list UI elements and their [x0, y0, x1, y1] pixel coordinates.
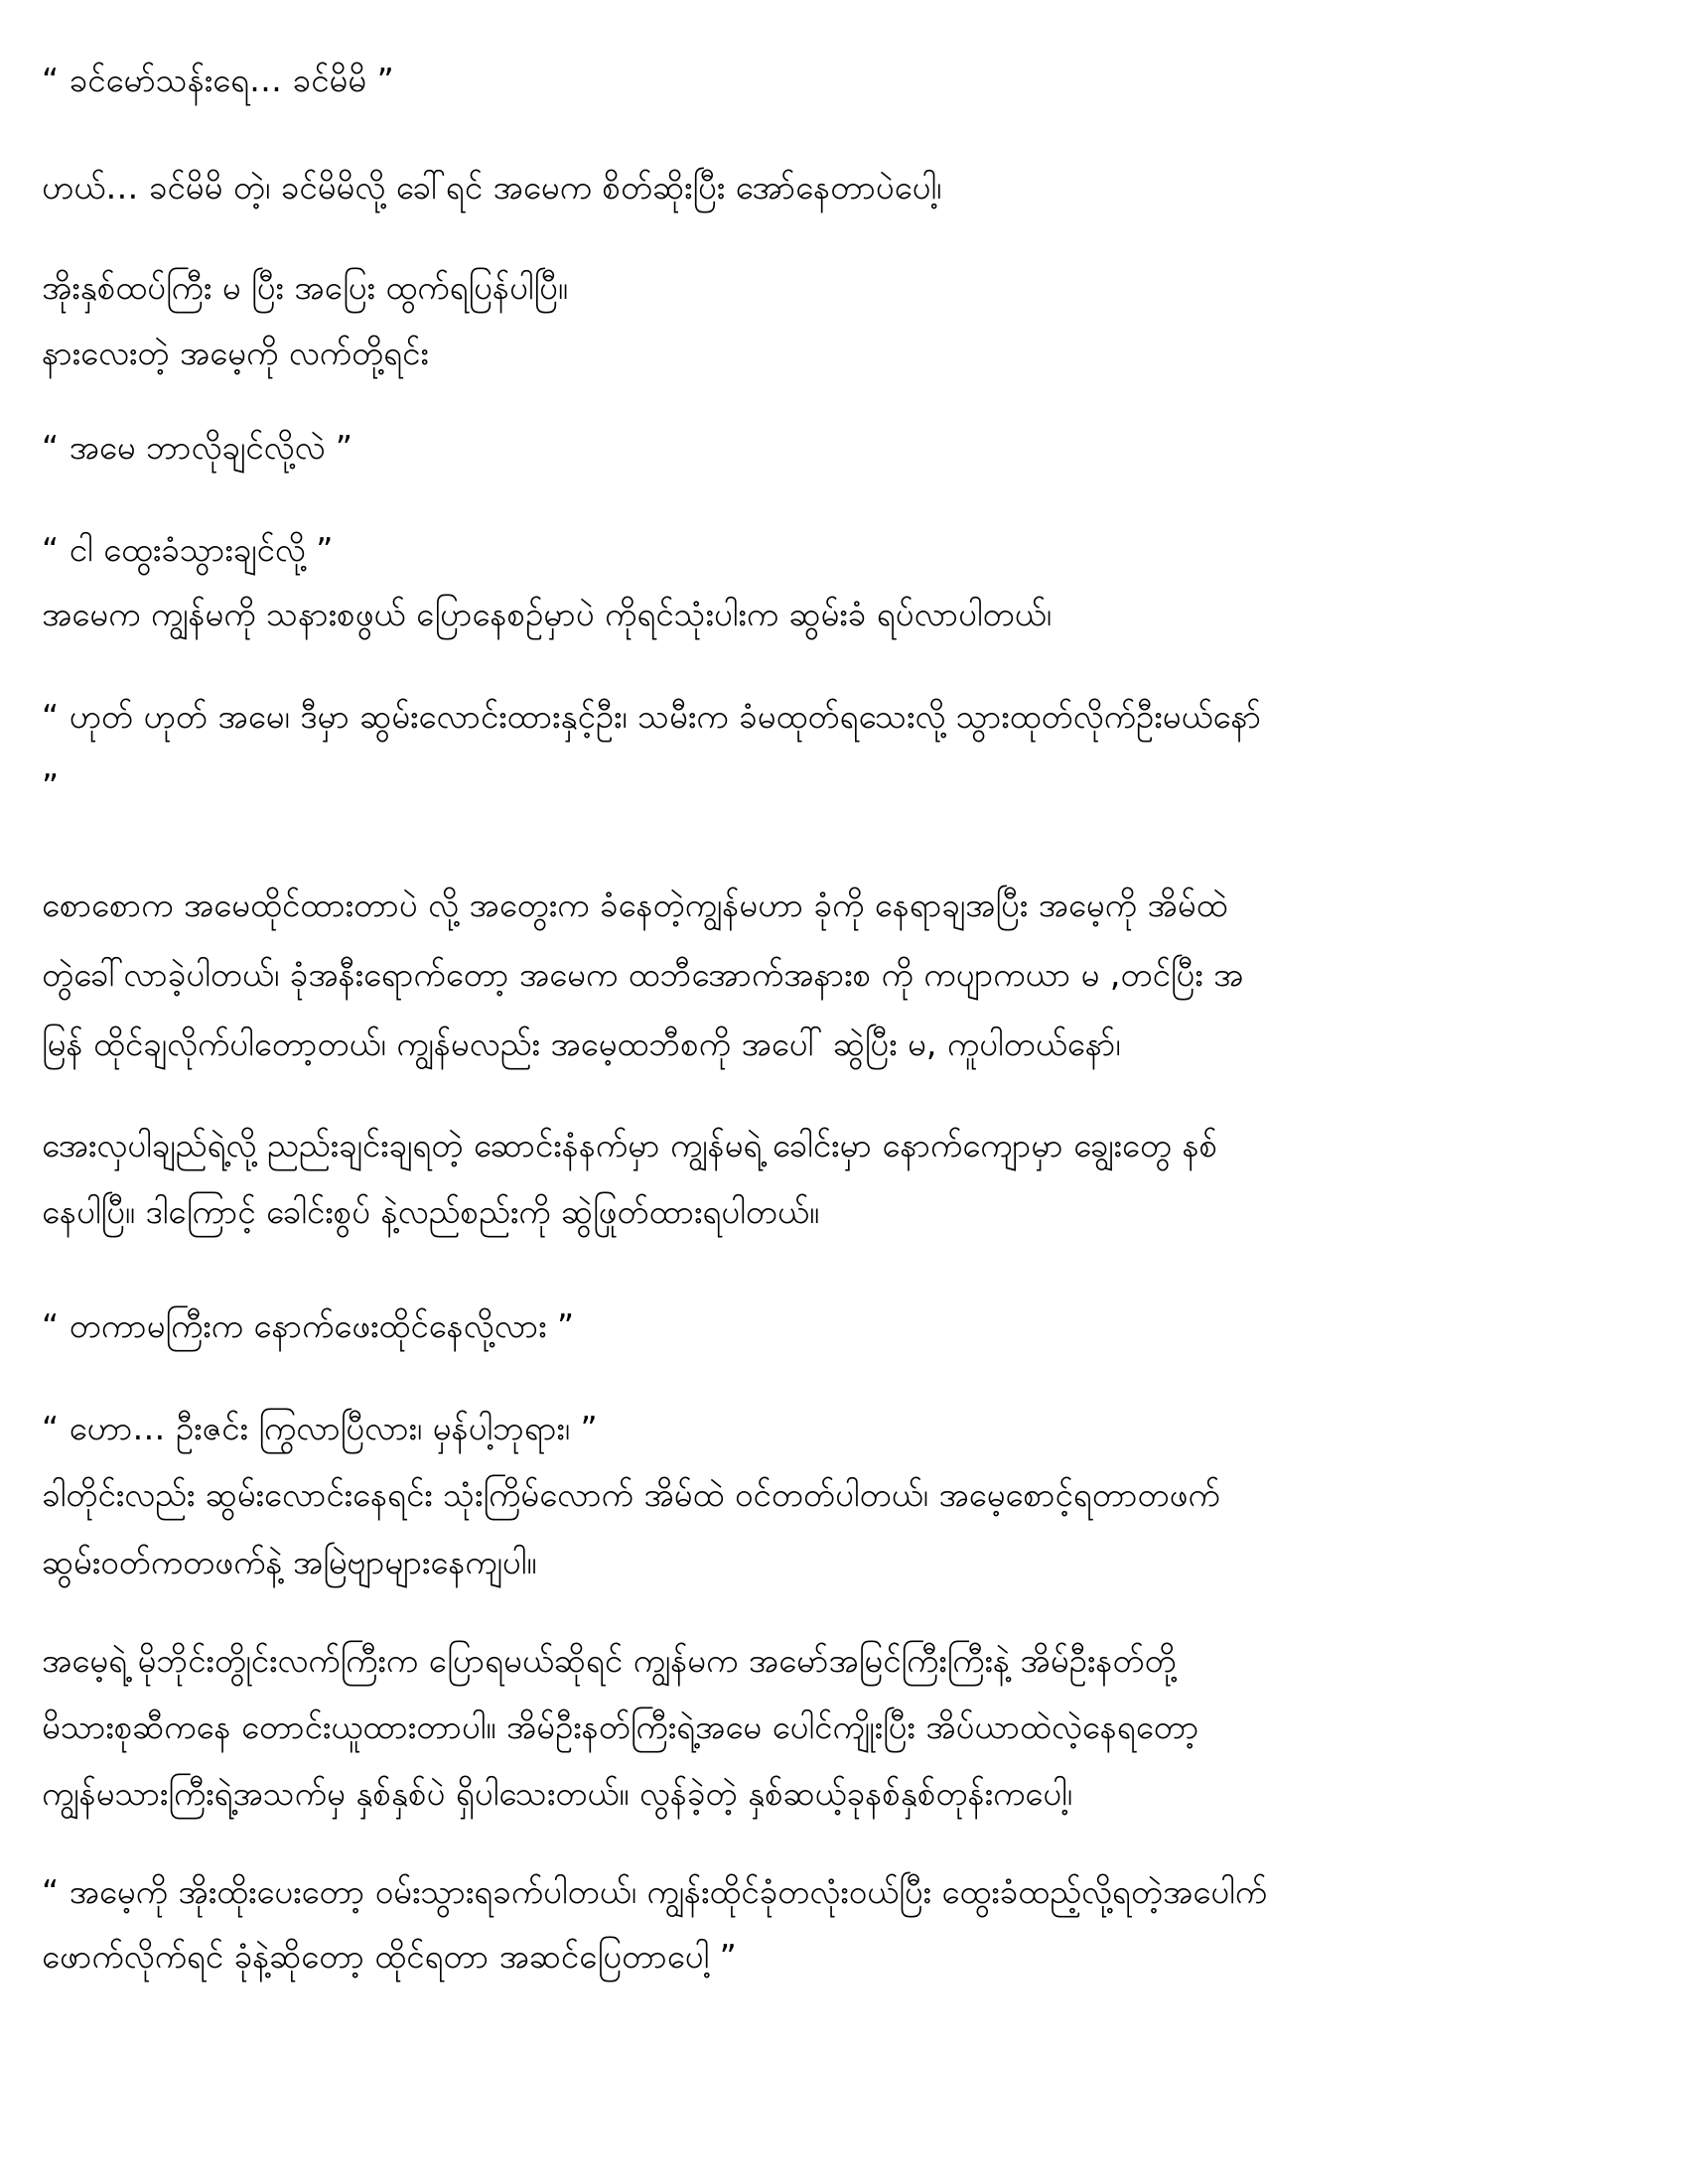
text-line: အိုးနှစ်ထပ်ကြီး မ ပြီး အပြေး ထွက်ရပြန်ပါပြီ။: [42, 268, 568, 307]
text-line: အမေ့ရဲ့ မိုဘိုင်းတွိုင်းလက်ကြီးက ပြောရမယ်ဆိုရင် ကျွန်မက အမော်အမြင်ကြီးကြီးနဲ့ အိမ်ဦးနတ်တို့: [42, 1641, 1177, 1680]
text-line: နားလေးတဲ့ အမေ့ကို လက်တို့ရင်း: [42, 334, 429, 372]
text-line: “ ဟော… ဦးဇင်း ကြွလာပြီလား၊ မှန်ပါ့ဘုရား၊ ”: [42, 1409, 598, 1447]
text-line: ဖောက်လိုက်ရင် ခုံနဲ့ဆိုတော့ ထိုင်ရတာ အဆင်ပြေတာပေါ့ ”: [42, 1937, 737, 1976]
text-line: “ အမေ့ကို အိုးထိုးပေးတော့ ဝမ်းသွားရခက်ပါတယ်၊ ကျွန်းထိုင်ခုံတလုံးဝယ်ပြီး ထွေးခံထည့်လို့ရတဲ့အပေါက်: [42, 1872, 1268, 1911]
text-line: စောစောက အမေထိုင်ထားတာပဲ လို့ အတွေးက ခံနေတဲ့ကျွန်မဟာ ခုံကို နေရာချအပြီး အမေ့ကို အိမ်ထဲ: [42, 886, 1228, 924]
text-line: ခါတိုင်းလည်း ဆွမ်းလောင်းနေရင်း သုံးကြိမ်လောက် အိမ်ထဲ ဝင်တတ်ပါတယ်၊ အမေ့စောင့်ရတာတဖက်: [42, 1475, 1220, 1514]
text-line: “ ငါ ထွေးခံသွားချင်လို့ ”: [42, 530, 334, 569]
text-line: မြန် ထိုင်ချလိုက်ပါတော့တယ်၊ ကျွန်မလည်း အမေ့ထဘီစကို အပေါ် ဆွဲပြီး မ, ကူပါတယ်နော်၊: [42, 1024, 1121, 1063]
text-line: အေးလှပါချည်ရဲ့လို့ ညည်းချင်းချရတဲ့ ဆောင်းနံနက်မှာ ကျွန်မရဲ့ ခေါင်းမှာ နောက်ကျောမှာ ချွေးတွေ နစ်: [42, 1126, 1218, 1164]
text-line: ”: [42, 766, 60, 805]
text-line: ဆွမ်းဝတ်ကတဖက်နဲ့ အမြဲဗျာများနေကျပါ။: [42, 1543, 537, 1581]
text-line: “ ဟုတ် ဟုတ် အမေ၊ ဒီမှာ ဆွမ်းလောင်းထားနှင့်ဦး၊ သမီးက ခံမထုတ်ရသေးလို့ သွားထုတ်လိုက်ဦးမယ်နော်: [42, 697, 1262, 736]
text-line: ဟယ်… ခင်မိမိ တဲ့၊ ခင်မိမိလို့ ခေါ်ရင် အမေက စိတ်ဆိုးပြီး အော်နေတာပဲပေါ့၊: [42, 168, 942, 206]
text-line: “ တကာမကြီးက နောက်ဖေးထိုင်နေလို့လား ”: [42, 1306, 575, 1345]
text-line: “ ခင်မော်သန်းရေ… ခင်မိမိ ”: [42, 61, 394, 99]
text-line: မိသားစုဆီကနေ တောင်းယူထားတာပါ။ အိမ်ဦးနတ်ကြီးရဲ့အမေ ပေါင်ကျိုးပြီး အိပ်ယာထဲလဲ့နေရတော့: [42, 1707, 1199, 1746]
text-line: တွဲခေါ်လာခဲ့ပါတယ်၊ ခုံအနီးရောက်တော့ အမေက ထဘီအောက်အနားစ ကို ကပျာကယာ မ ,တင်ပြီး အ: [42, 955, 1244, 994]
text-line: နေပါပြီ။ ဒါကြောင့် ခေါင်းစွပ် နဲ့လည်စည်းကို ဆွဲဖြုတ်ထားရပါတယ်။: [42, 1192, 819, 1231]
text-line: ကျွန်မသားကြီးရဲ့အသက်မှ နှစ်နှစ်ပဲ ရှိပါသေးတယ်။ လွန်ခဲ့တဲ့ နှစ်ဆယ့်ခုနစ်နှစ်တုန်းကပေါ့၊: [42, 1774, 1072, 1813]
text-line: အမေက ကျွန်မကို သနားစဖွယ် ပြောနေစဉ်မှာပဲ ကိုရင်သုံးပါးက ဆွမ်းခံ ရပ်လာပါတယ်၊: [42, 595, 1052, 633]
text-line: “ အမေ ဘာလိုချင်လို့လဲ ”: [42, 428, 352, 467]
